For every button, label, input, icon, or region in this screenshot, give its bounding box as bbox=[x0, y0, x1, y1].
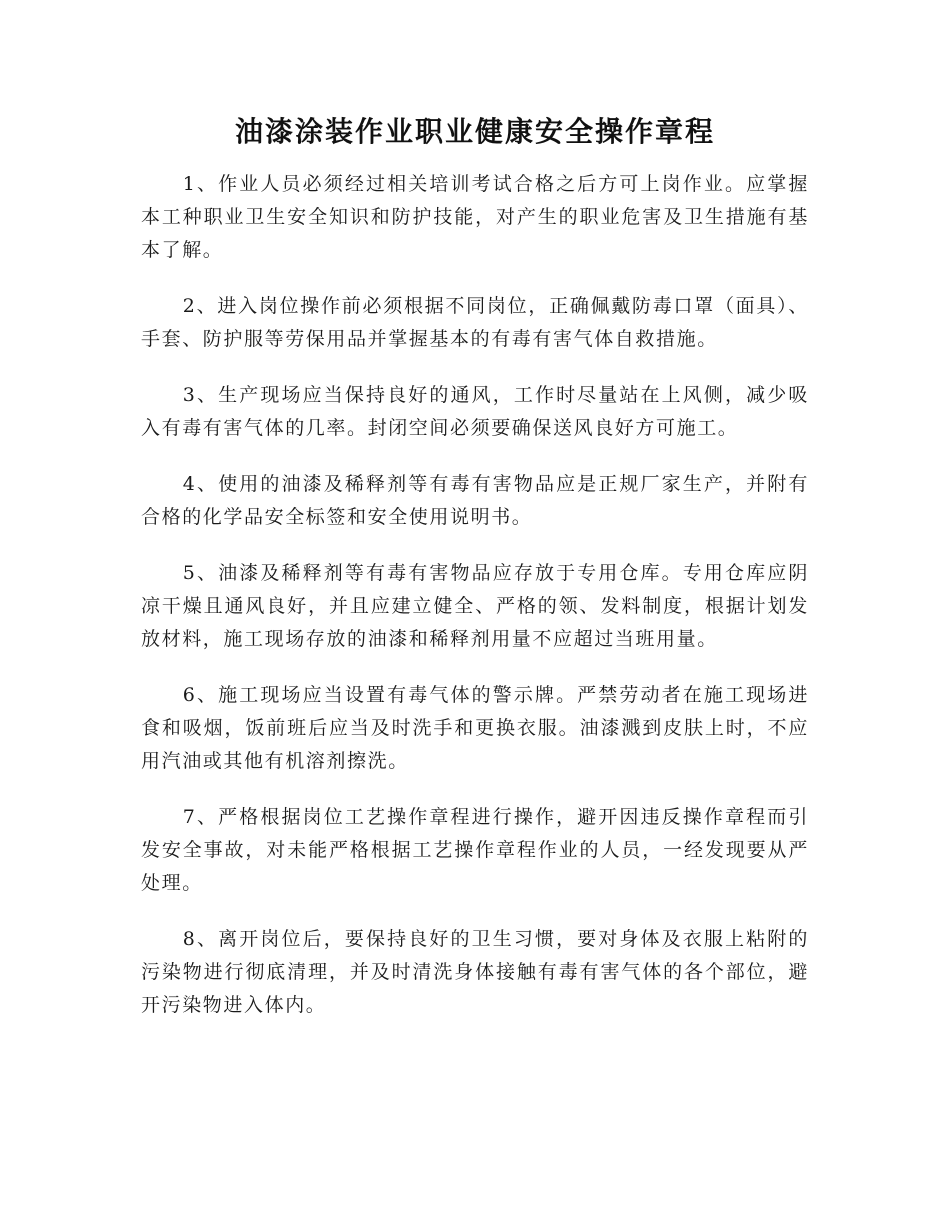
clause-3: 3、生产现场应当保持良好的通风，工作时尽量站在上风侧，减少吸入有毒有害气体的几率。封闭空间必须要确保送风良好方可施工。 bbox=[141, 384, 809, 439]
clause-4: 4、使用的油漆及稀释剂等有毒有害物品应是正规厂家生产，并附有合格的化学品安全标签和安全使用说明书。 bbox=[141, 473, 809, 528]
document-title: 油漆涂装作业职业健康安全操作章程 bbox=[234, 115, 715, 148]
clause-2: 2、进入岗位操作前必须根据不同岗位，正确佩戴防毒口罩（面具）、手套、防护服等劳保用品并掌握基本的有毒有害气体自救措施。 bbox=[141, 295, 809, 350]
clause-6: 6、施工现场应当设置有毒气体的警示牌。严禁劳动者在施工现场进食和吸烟，饭前班后应当及时洗手和更换衣服。油漆溅到皮肤上时，不应用汽油或其他有机溶剂擦洗。 bbox=[141, 684, 809, 772]
clause-5: 5、油漆及稀释剂等有毒有害物品应存放于专用仓库。专用仓库应阴凉干燥且通风良好，并且应建立健全、严格的领、发料制度，根据计划发放材料，施工现场存放的油漆和稀释剂用量不应超过当班用量。 bbox=[141, 562, 809, 650]
clause-7: 7、严格根据岗位工艺操作章程进行操作，避开因违反操作章程而引发安全事故，对未能严格根据工艺操作章程作业的人员，一经发现要从严处理。 bbox=[141, 806, 809, 894]
clause-8: 8、离开岗位后，要保持良好的卫生习惯，要对身体及衣服上粘附的污染物进行彻底清理，并及时清洗身体接触有毒有害气体的各个部位，避开污染物进入体内。 bbox=[141, 928, 809, 1016]
clause-list bbox=[141, 168, 809, 1045]
clause-1: 1、作业人员必须经过相关培训考试合格之后方可上岗作业。应掌握本工种职业卫生安全知识和防护技能，对产生的职业危害及卫生措施有基本了解。 bbox=[141, 173, 809, 261]
